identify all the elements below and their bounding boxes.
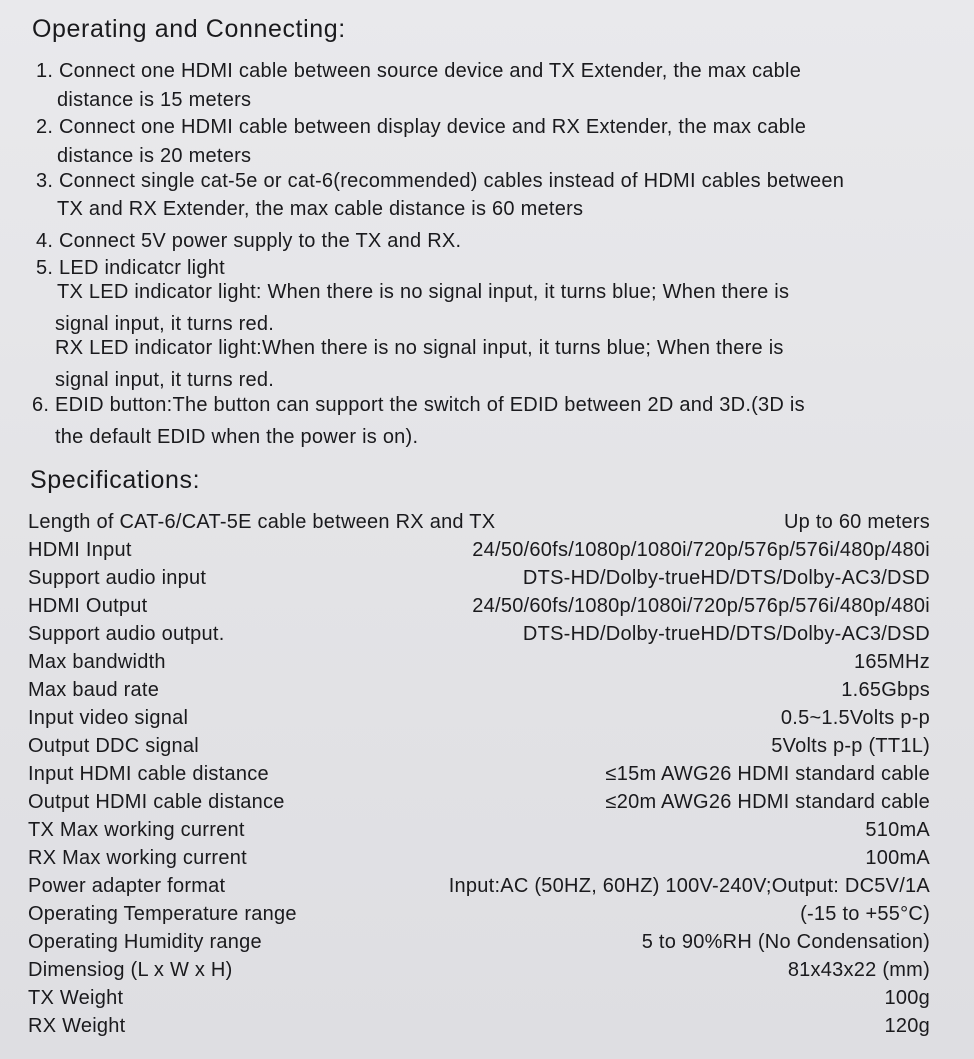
- spec-value: 100mA: [865, 847, 930, 869]
- operating-heading: Operating and Connecting:: [32, 15, 346, 43]
- spec-row: [28, 1014, 930, 1038]
- spec-value: 120g: [884, 1015, 930, 1037]
- spec-label: Input HDMI cable distance: [28, 763, 269, 785]
- spec-row: [28, 818, 930, 842]
- spec-value: 165MHz: [854, 651, 930, 673]
- spec-row: [28, 762, 930, 786]
- spec-row: [28, 622, 930, 646]
- spec-label: RX Max working current: [28, 847, 247, 869]
- spec-label: Power adapter format: [28, 875, 226, 897]
- spec-row: [28, 846, 930, 870]
- spec-value: 1.65Gbps: [841, 679, 930, 701]
- spec-row: [28, 986, 930, 1010]
- step-line: 1. Connect one HDMI cable between source device and TX Extender, the max cable: [36, 60, 802, 82]
- spec-label: Output DDC signal: [28, 735, 199, 757]
- spec-label: HDMI Output: [28, 595, 148, 617]
- spec-value: 5 to 90%RH (No Condensation): [641, 931, 930, 953]
- spec-row: [28, 538, 930, 562]
- step-line: TX LED indicator light: When there is no signal input, it turns blue; When there is: [57, 281, 790, 303]
- spec-row: [28, 510, 930, 534]
- spec-value: 510mA: [865, 819, 930, 841]
- spec-label: Operating Temperature range: [28, 903, 297, 925]
- step-line: 6. EDID button:The button can support the switch of EDID between 2D and 3D.(3D is: [32, 394, 805, 416]
- spec-value: 24/50/60fs/1080p/1080i/720p/576p/576i/480p/480i: [472, 539, 930, 561]
- spec-row: [28, 874, 930, 898]
- spec-value: DTS-HD/Dolby-trueHD/DTS/Dolby-AC3/DSD: [522, 623, 930, 645]
- spec-row: [28, 930, 930, 954]
- spec-value: 100g: [884, 987, 930, 1009]
- step-line: TX and RX Extender, the max cable distance is 60 meters: [57, 198, 584, 220]
- step-line: 5. LED indicatcr light: [36, 257, 225, 279]
- spec-value: 81x43x22 (mm): [787, 959, 930, 981]
- spec-row: [28, 958, 930, 982]
- spec-value: ≤15m AWG26 HDMI standard cable: [605, 763, 930, 785]
- step-line: distance is 20 meters: [57, 145, 252, 167]
- spec-row: [28, 650, 930, 674]
- spec-label: HDMI Input: [28, 539, 132, 561]
- spec-label: Max baud rate: [28, 679, 160, 701]
- step-line: signal input, it turns red.: [55, 313, 275, 335]
- spec-label: Dimensiog (L x W x H): [28, 959, 233, 981]
- spec-value: 5Volts p-p (TT1L): [771, 735, 930, 757]
- spec-row: [28, 902, 930, 926]
- step-line: 3. Connect single cat-5e or cat-6(recommended) cables instead of HDMI cables between: [36, 170, 845, 192]
- spec-label: TX Max working current: [28, 819, 245, 841]
- spec-label: Support audio input: [28, 567, 207, 589]
- step-line: 2. Connect one HDMI cable between display device and RX Extender, the max cable: [36, 116, 807, 138]
- spec-value: Up to 60 meters: [783, 511, 930, 533]
- step-line: signal input, it turns red.: [55, 369, 275, 391]
- spec-label: Operating Humidity range: [28, 931, 262, 953]
- specifications-heading: Specifications:: [30, 466, 201, 494]
- spec-label: Length of CAT-6/CAT-5E cable between RX and TX: [28, 511, 496, 533]
- spec-row: [28, 706, 930, 730]
- spec-label: TX Weight: [28, 987, 124, 1009]
- spec-value: ≤20m AWG26 HDMI standard cable: [605, 791, 930, 813]
- spec-row: [28, 678, 930, 702]
- step-line: 4. Connect 5V power supply to the TX and RX.: [36, 230, 462, 252]
- spec-value: 24/50/60fs/1080p/1080i/720p/576p/576i/480p/480i: [472, 595, 930, 617]
- spec-label: Input video signal: [28, 707, 189, 729]
- spec-value: 0.5~1.5Volts p-p: [780, 707, 930, 729]
- spec-value: Input:AC (50HZ, 60HZ) 100V-240V;Output: DC5V/1A: [448, 875, 930, 897]
- spec-label: Max bandwidth: [28, 651, 166, 673]
- spec-label: Output HDMI cable distance: [28, 791, 285, 813]
- spec-row: [28, 566, 930, 590]
- spec-row: [28, 734, 930, 758]
- spec-row: [28, 594, 930, 618]
- spec-value: (-15 to +55°C): [800, 903, 930, 925]
- step-line: the default EDID when the power is on).: [55, 426, 419, 448]
- spec-label: Support audio output.: [28, 623, 225, 645]
- step-line: RX LED indicator light:When there is no signal input, it turns blue; When there is: [55, 337, 784, 359]
- step-line: distance is 15 meters: [57, 89, 252, 111]
- spec-row: [28, 790, 930, 814]
- spec-label: RX Weight: [28, 1015, 126, 1037]
- spec-value: DTS-HD/Dolby-trueHD/DTS/Dolby-AC3/DSD: [522, 567, 930, 589]
